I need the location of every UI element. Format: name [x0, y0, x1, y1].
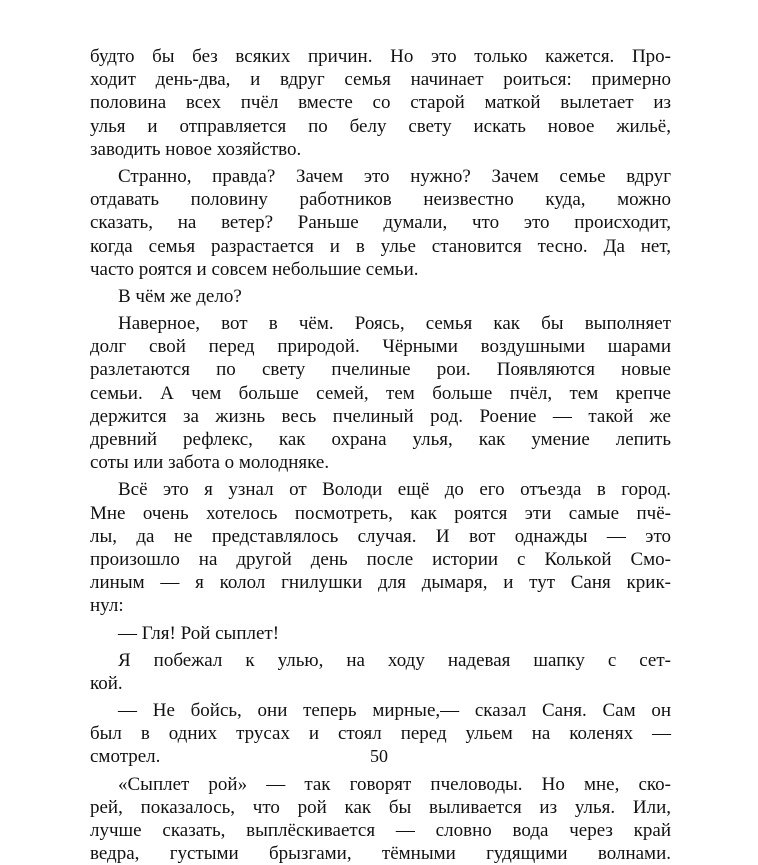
text-line: семьи. А чем больше семей, тем больше пчёл, тем крепче [90, 382, 671, 404]
text-line: В чём же дело? [118, 285, 242, 307]
text-line: часто роятся и совсем небольшие семьи. [90, 258, 419, 280]
text-line: нул: [90, 595, 124, 617]
body-text [90, 45, 671, 865]
text-line: лы, да не представлялось случая. И вот однажды — это [90, 525, 671, 547]
text-line: рей, показалось, что рой как бы выливается из улья. Или, [90, 796, 671, 818]
dialogue-line: — Гля! Рой сыплет! [118, 622, 280, 644]
text-line: половина всех пчёл вместе со старой маткой вылетает из [90, 92, 671, 114]
text-line: «Сыплет рой» — так говорят пчеловоды. Но мне, ско- [118, 773, 671, 795]
text-line: ходит день-два, и вдруг семья начинает роиться: примерно [90, 69, 671, 91]
text-line: отдавать половину работников неизвестно куда, можно [90, 189, 671, 211]
text-line: линым — я колол гнилушки для дымаря, и тут Саня крик- [90, 572, 671, 594]
page-number: 50 [370, 746, 388, 766]
text-line: держится за жизнь весь пчелиный род. Роение — такой же [90, 405, 671, 427]
text-line: лучше сказать, выплёскивается — словно вода через край [90, 820, 671, 841]
text-line: Всё это я узнал от Володи ещё до его отъезда в город. [118, 479, 671, 501]
text-line: улья и отправляется по белу свету искать новое жильё, [90, 115, 671, 137]
text-line: был в одних трусах и стоял перед ульем на коленях — [90, 723, 671, 745]
text-line: когда семья разрастается и в улье становится тесно. Да нет, [90, 235, 671, 257]
text-line: соты или забота о молодняке. [90, 452, 330, 474]
text-line: Странно, правда? Зачем это нужно? Зачем семье вдруг [118, 165, 671, 187]
text-line: древний рефлекс, как охрана улья, как умение лепить [90, 429, 671, 450]
text-line: долг свой перед природой. Чёрными воздушными шарами [90, 336, 671, 358]
text-line: произошло на другой день после истории с Колькой Смо- [90, 548, 671, 570]
text-line: заводить новое хозяйство. [90, 138, 302, 160]
text-line: смотрел. [90, 746, 161, 768]
text-line: Мне очень хотелось посмотреть, как роятся эти самые пчё- [90, 502, 671, 524]
text-line: Наверное, вот в чём. Роясь, семья как бы выполняет [118, 313, 671, 335]
dialogue-line: — Не бойсь, они теперь мирные,— сказал Саня. Сам он [118, 700, 671, 722]
text-line: будто бы без всяких причин. Но это только кажется. Про- [90, 46, 671, 67]
text-line: сказать, на ветер? Раньше думали, что это происходит, [90, 212, 671, 234]
text-line: ведра, густыми брызгами, тёмными гудящими волнами. [90, 843, 671, 865]
text-line: Я побежал к улью, на ходу надевая шапку с сет- [118, 649, 671, 671]
text-line: кой. [90, 672, 123, 694]
text-line: разлетаются по свету пчелиные рои. Появляются новые [90, 359, 671, 381]
